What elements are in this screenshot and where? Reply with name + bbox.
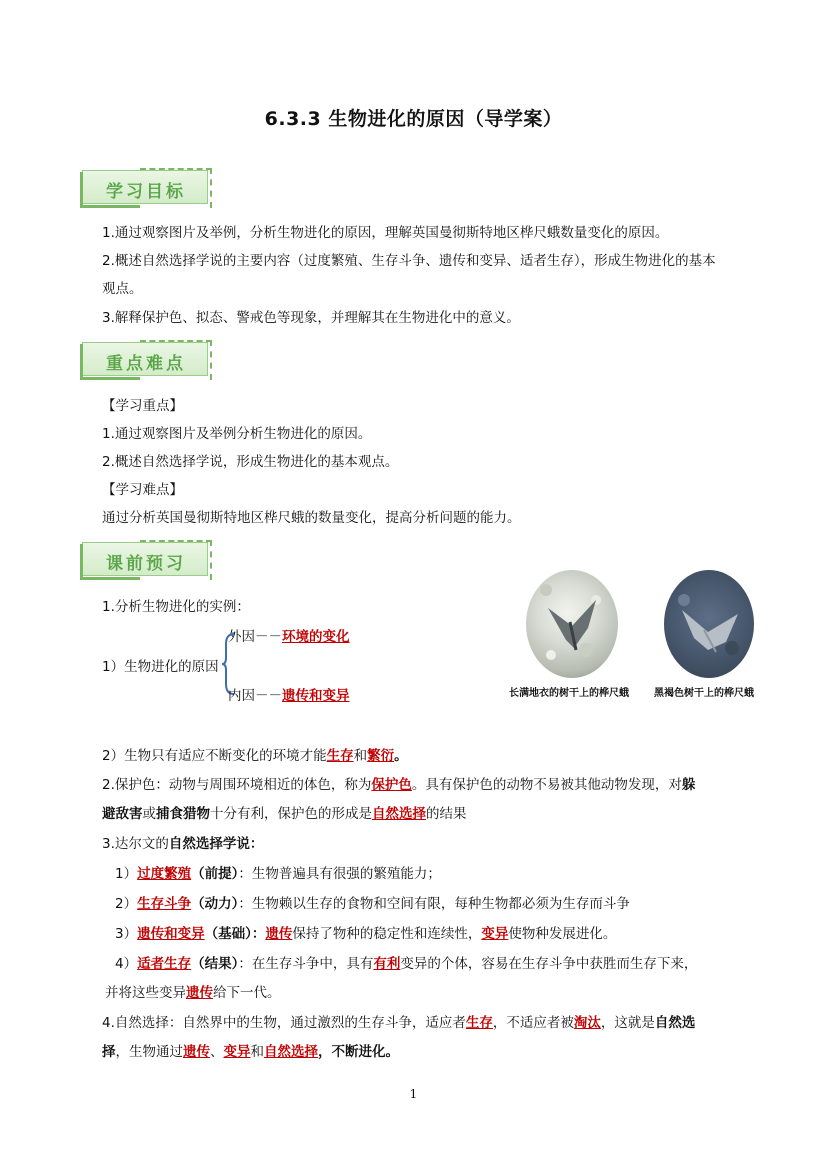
pc-text-a: 2.保护色：动物与周围环境相近的体色，称为 xyxy=(102,777,372,793)
section-badge-key xyxy=(80,340,212,380)
answer-heredity: 遗传 xyxy=(265,926,293,942)
page-number: 1 xyxy=(409,1087,418,1101)
survival-text: 2）生物只有适应不断变化的环境才能 xyxy=(102,748,327,764)
answer-survive: 生存 xyxy=(326,748,354,764)
answer-ns-heredity: 遗传 xyxy=(183,1044,210,1060)
survival-and: 和 xyxy=(353,748,368,764)
external-cause-answer: 环境的变化 xyxy=(282,629,350,645)
section-badge-goals xyxy=(80,168,212,208)
section-badge-goals-label: 学习目标 xyxy=(106,182,186,202)
focus-header: 【学习重点】 xyxy=(102,398,183,414)
protective-color-line-2 xyxy=(102,804,467,824)
moth-lichen-image xyxy=(526,570,618,678)
theory-3-num: 3） xyxy=(115,926,138,942)
answer-survival-fittest: 适者生存 xyxy=(137,956,192,972)
moth-dark-icon xyxy=(664,570,754,678)
theory-1-tag: （前提） xyxy=(191,866,239,882)
theory-item-4 xyxy=(115,954,697,974)
answer-inherit: 遗传 xyxy=(186,985,213,1001)
caption-lichen: 长满地衣的树干上的桦尺蛾 xyxy=(509,688,629,699)
answer-reproduce: 繁衍 xyxy=(367,748,395,764)
goal-item-1: 1.通过观察图片及举例，分析生物进化的原因，理解英国曼彻斯特地区桦尺蛾数量变化的原因。 xyxy=(102,225,669,241)
pc-bold-3: 捕食猎物 xyxy=(156,806,210,822)
theory-2-text: ：生物赖以生存的食物和空间有限，每种生物都必须为生存而斗争 xyxy=(238,896,630,912)
theory-1-text: ：生物普遍具有很强的繁殖能力； xyxy=(238,866,441,882)
theory-3-tag: （基础） xyxy=(204,926,252,942)
focus-item-2: 2.概述自然选择学说，形成生物进化的基本观点。 xyxy=(102,454,399,470)
internal-cause-prefix: 内因－－ xyxy=(228,688,282,704)
theory-4-text-2: 变异的个体，容易在生存斗争中获胜而生存下来， xyxy=(400,956,698,972)
answer-heredity-variation: 遗传和变异 xyxy=(137,926,205,942)
pc-bold-2: 避敌害 xyxy=(102,806,143,822)
answer-variation: 变异 xyxy=(481,926,509,942)
pc-bold-1: 躲 xyxy=(681,777,696,793)
page-title: 6.3.3 生物进化的原因（导学案） xyxy=(264,108,563,130)
pc-text-c: 十分有利，保护色的形成是 xyxy=(210,806,372,822)
goal-item-2: 2.概述自然选择学说的主要内容（过度繁殖、生存斗争、遗传和变异、适者生存），形成生物进化的基本 xyxy=(102,253,716,269)
theory-2-tag: （动力） xyxy=(191,896,239,912)
ns-bold-2: 择 xyxy=(102,1044,116,1060)
theory-item-1 xyxy=(115,864,441,884)
ns-and: 和 xyxy=(250,1044,264,1060)
ns-text-b: ，不适应者被 xyxy=(492,1015,574,1031)
survival-line xyxy=(102,746,408,766)
theory-1-num: 1） xyxy=(115,866,138,882)
answer-ns-variation: 变异 xyxy=(223,1044,251,1060)
theory-3-colon: ： xyxy=(251,926,266,942)
theory-4-num: 4） xyxy=(115,956,138,972)
theory-2-num: 2） xyxy=(115,896,138,912)
preview-q1: 1.分析生物进化的实例： xyxy=(102,599,250,615)
answer-ns-selection: 自然选择 xyxy=(264,1044,318,1060)
answer-struggle: 生存斗争 xyxy=(137,896,192,912)
answer-favorable: 有利 xyxy=(373,956,401,972)
goal-item-3: 3.解释保护色、拟态、警戒色等现象，并理解其在生物进化中的意义。 xyxy=(102,310,520,326)
external-cause xyxy=(228,627,350,647)
pc-text-d: 的结果 xyxy=(426,806,467,822)
protective-color-line-1 xyxy=(102,775,695,795)
external-cause-prefix: 外因－－ xyxy=(228,629,282,645)
section-badge-preview-label: 课前预习 xyxy=(106,554,186,574)
pc-or: 或 xyxy=(142,806,156,822)
answer-natural-selection: 自然选择 xyxy=(372,806,426,822)
darwin-text-b: 自然选择学说： xyxy=(168,836,264,852)
internal-cause xyxy=(228,686,350,706)
section-badge-key-label: 重点难点 xyxy=(106,354,186,374)
theory-4b-text-2: 给下一代。 xyxy=(213,985,281,1001)
theory-item-3 xyxy=(115,924,616,944)
moth-light-icon xyxy=(526,570,618,678)
caption-dark: 黑褐色树干上的桦尺蛾 xyxy=(654,688,754,699)
causes-label: 1）生物进化的原因 xyxy=(102,659,219,675)
natural-selection-line-2 xyxy=(102,1042,399,1062)
answer-protective-color: 保护色 xyxy=(371,777,412,793)
theory-item-2 xyxy=(115,894,630,914)
theory-4-tag: （结果） xyxy=(191,956,239,972)
section-badge-preview xyxy=(80,540,212,580)
ns-bold-1: 自然选 xyxy=(654,1015,696,1031)
ns-sep: 、 xyxy=(210,1044,224,1060)
theory-item-4-cont xyxy=(105,983,281,1003)
difficulty-header: 【学习难点】 xyxy=(102,482,183,498)
ns-text-a: 4.自然选择：自然界中的生物，通过激烈的生存斗争，适应者 xyxy=(102,1015,466,1031)
goal-item-2-cont: 观点。 xyxy=(102,281,143,297)
pc-text-b: 。具有保护色的动物不易被其他动物发现，对 xyxy=(411,777,682,793)
internal-cause-answer: 遗传和变异 xyxy=(282,688,350,704)
answer-ns-survive: 生存 xyxy=(465,1015,493,1031)
theory-4-text: ：在生存斗争中，具有 xyxy=(238,956,374,972)
ns-text-c: ，这就是 xyxy=(600,1015,655,1031)
difficulty-text: 通过分析英国曼彻斯特地区桦尺蛾的数量变化，提高分析问题的能力。 xyxy=(102,510,521,526)
ns-end: ，不断进化。 xyxy=(318,1044,399,1060)
darwin-theory-heading xyxy=(102,834,263,854)
answer-eliminated: 淘汰 xyxy=(573,1015,601,1031)
darwin-text-a: 3.达尔文的 xyxy=(102,836,169,852)
natural-selection-line-1 xyxy=(102,1013,695,1033)
ns-text-d: ，生物通过 xyxy=(115,1044,183,1060)
survival-end: 。 xyxy=(394,748,408,764)
answer-overproduction: 过度繁殖 xyxy=(137,866,192,882)
theory-3-text-2: 使物种发展进化。 xyxy=(508,926,617,942)
theory-4b-text: 并将这些变异 xyxy=(105,985,186,1001)
moth-dark-image xyxy=(664,570,754,678)
theory-3-text: 保持了物种的稳定性和连续性， xyxy=(292,926,482,942)
focus-item-1: 1.通过观察图片及举例分析生物进化的原因。 xyxy=(102,426,372,442)
